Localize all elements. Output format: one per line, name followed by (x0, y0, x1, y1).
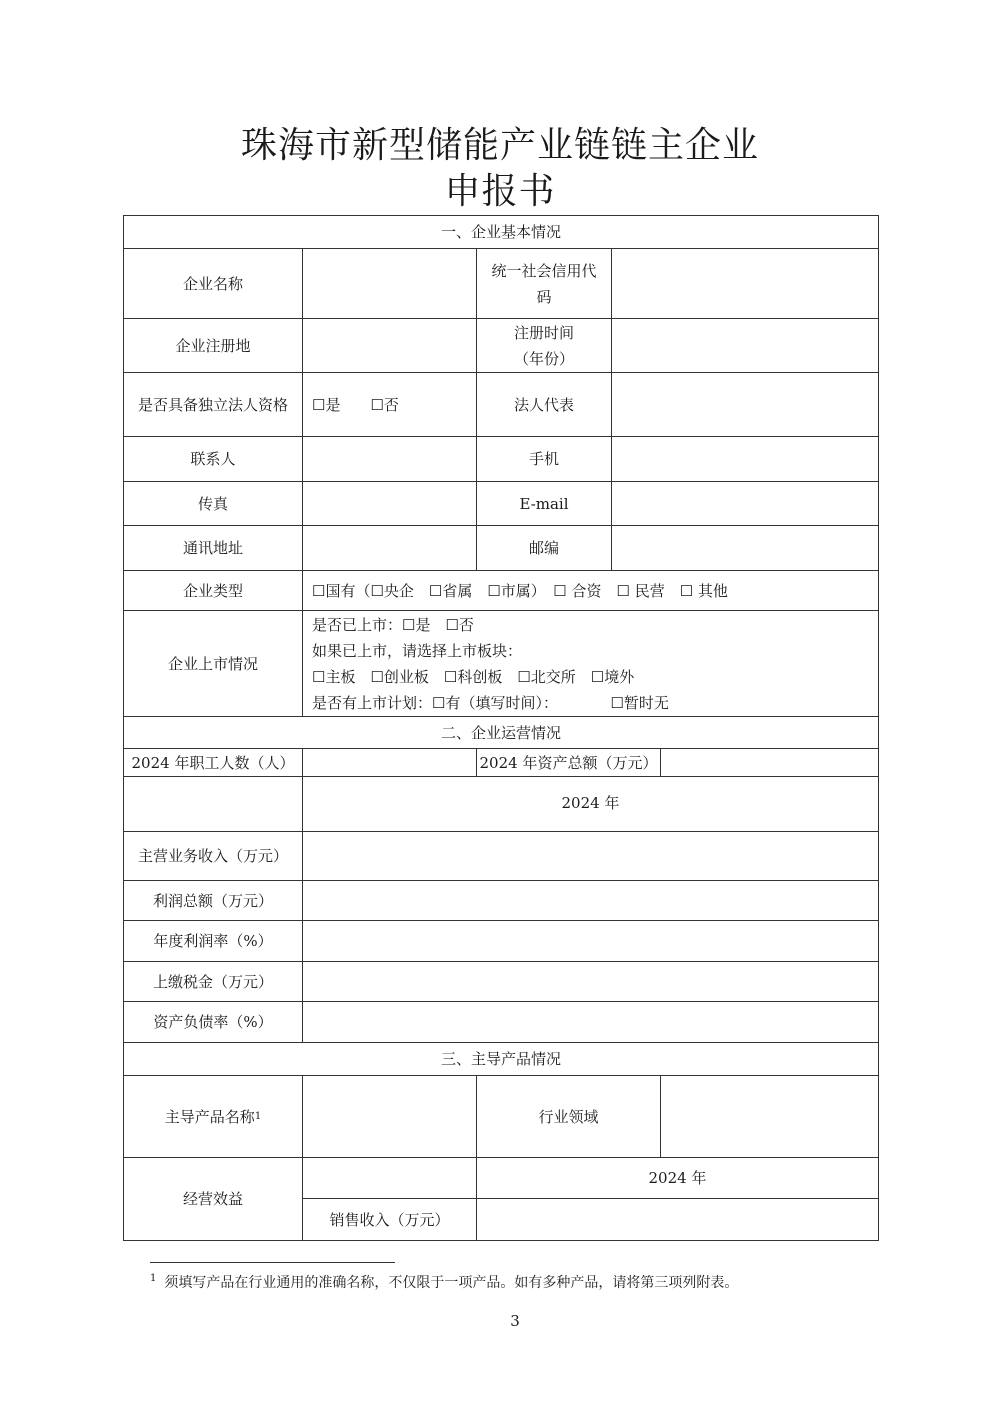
label-benefit: 经营效益 (182, 1190, 243, 1208)
input-tax-paid[interactable] (302, 961, 879, 1002)
input-email[interactable] (611, 481, 879, 526)
listing-plan-line[interactable]: 是否有上市计划：☐有（填写时间）： ☐暂时无 (312, 693, 669, 712)
label-reg-time: 注册时间（年份） (513, 323, 574, 368)
benefit-year-header: 2024 年 (648, 1169, 707, 1187)
input-reg-place[interactable] (302, 318, 477, 373)
input-postcode[interactable] (611, 525, 879, 571)
label-listing: 企业上市情况 (167, 654, 258, 673)
label-sales: 销售收入（万元） (329, 1210, 450, 1229)
page-number: 3 (510, 1312, 520, 1330)
benefit-year-empty (302, 1157, 477, 1199)
input-profit-rate[interactable] (302, 920, 879, 962)
input-industry[interactable] (660, 1075, 879, 1158)
document-subtitle: 申报书 (444, 171, 556, 212)
input-mobile[interactable] (611, 436, 879, 482)
label-company-name: 企业名称 (182, 274, 243, 293)
label-debt-ratio: 资产负债率（%） (153, 1013, 273, 1031)
listing-options[interactable] (302, 610, 879, 717)
label-legal-qualification: 是否具备独立法人资格 (137, 395, 288, 414)
section-header-operations: 二、企业运营情况 (440, 723, 561, 742)
input-employees[interactable] (302, 748, 477, 777)
label-total-assets: 2024 年资产总额（万元） (479, 753, 658, 772)
listing-board-options[interactable]: ☐主板 ☐创业板 ☐科创板 ☐北交所 ☐境外 (312, 667, 635, 686)
label-credit-code: 统一社会信用代码 (491, 261, 597, 306)
label-tax-paid: 上缴税金（万元） (152, 972, 273, 991)
company-type-options[interactable]: ☐国有（☐央企 ☐省属 ☐市属） ☐ 合资 ☐ 民营 ☐ 其他 (312, 581, 728, 600)
legal-qualification-options[interactable]: ☐是 ☐否 (312, 395, 399, 414)
input-debt-ratio[interactable] (302, 1001, 879, 1043)
label-employees: 2024 年职工人数（人） (131, 753, 295, 772)
footnote-text: 须填写产品在行业通用的准确名称，不仅限于一项产品。如有多种产品，请将第三项列附表。 (164, 1275, 739, 1291)
label-company-type: 企业类型 (182, 581, 243, 600)
label-contact: 联系人 (190, 450, 236, 468)
footnote-divider (150, 1262, 395, 1263)
input-product-name[interactable] (302, 1075, 477, 1158)
label-reg-place: 企业注册地 (175, 336, 251, 355)
label-product-name (123, 1075, 303, 1158)
label-legal-rep: 法人代表 (513, 395, 574, 414)
label-mobile: 手机 (528, 450, 559, 468)
label-main-revenue: 主营业务收入（万元） (137, 847, 288, 865)
footnote-ref: 1 (254, 1110, 262, 1122)
year-header-empty (123, 776, 303, 832)
input-legal-rep[interactable] (611, 372, 879, 437)
input-fax[interactable] (302, 481, 477, 526)
input-sales[interactable] (476, 1198, 879, 1241)
input-reg-time[interactable] (611, 318, 879, 373)
input-credit-code[interactable] (611, 248, 879, 319)
input-total-assets[interactable] (660, 748, 879, 777)
document-title: 珠海市新型储能产业链链主企业 (240, 125, 759, 166)
label-profit-rate: 年度利润率（%） (153, 932, 273, 950)
label-fax: 传真 (197, 494, 228, 513)
year-header: 2024 年 (561, 794, 620, 812)
label-total-profit: 利润总额（万元） (152, 891, 273, 910)
label-address: 通讯地址 (182, 539, 243, 557)
section-header-products: 三、主导产品情况 (440, 1050, 561, 1068)
footnote-mark: 1 (150, 1273, 157, 1285)
input-company-name[interactable] (302, 248, 477, 319)
label-product-name-text: 主导产品名称 (164, 1107, 255, 1126)
listing-status-line[interactable]: 是否已上市：☐是 ☐否 (312, 615, 474, 634)
section-header-basic-info: 一、企业基本情况 (440, 223, 561, 241)
label-industry: 行业领域 (538, 1107, 599, 1126)
label-email: E-mail (519, 494, 569, 513)
footnote (150, 1272, 738, 1292)
listing-board-prompt: 如果已上市，请选择上市板块： (312, 641, 523, 660)
input-total-profit[interactable] (302, 880, 879, 921)
input-main-revenue[interactable] (302, 831, 879, 881)
input-address[interactable] (302, 525, 477, 571)
label-postcode: 邮编 (528, 539, 559, 557)
input-contact[interactable] (302, 436, 477, 482)
